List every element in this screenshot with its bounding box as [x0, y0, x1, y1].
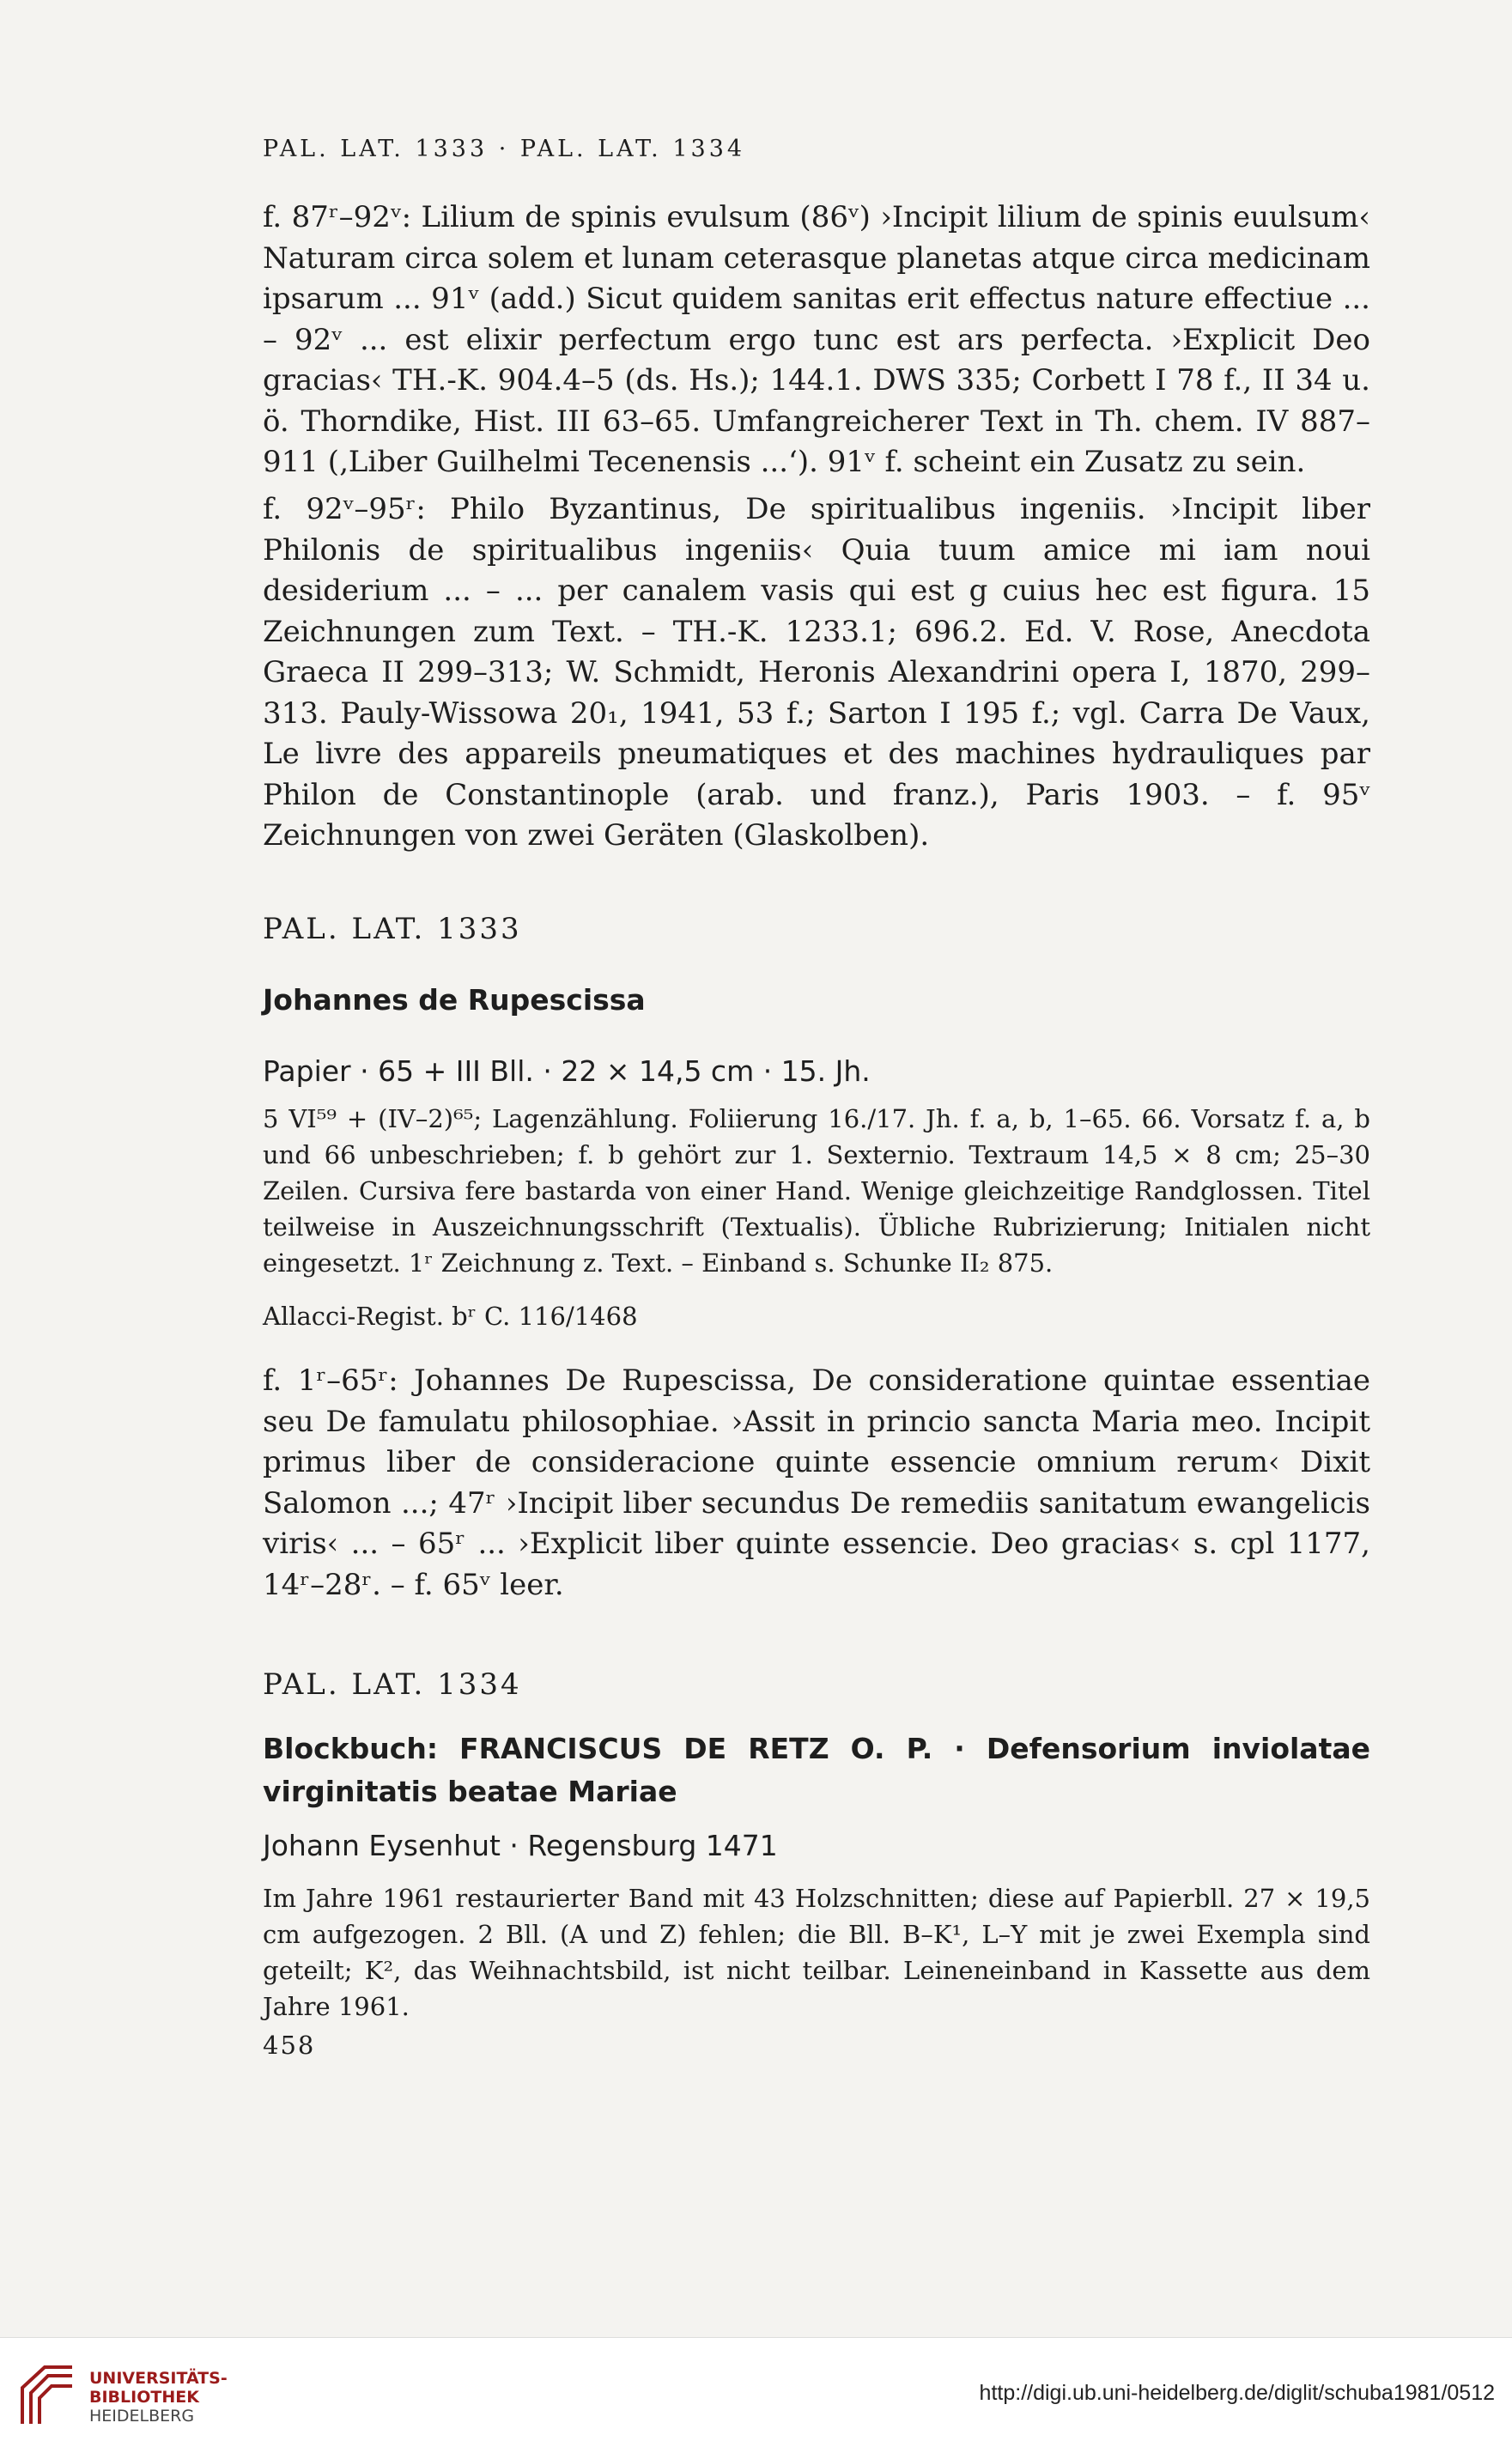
logo-line-1: UNIVERSITÄTS-: [89, 2369, 228, 2388]
footer-bar: [0, 2337, 1512, 2447]
author-heading-1333: Johannes de Rupescissa: [263, 983, 646, 1017]
allacci-register: Allacci-Regist. bʳ C. 116/1468: [263, 1302, 638, 1331]
running-head: PAL. LAT. 1333 · PAL. LAT. 1334: [263, 136, 746, 162]
codicological-description-1333: 5 VI⁵⁹ + (IV–2)⁶⁵; Lagenzählung. Foliierung 16./17. Jh. f. a, b, 1–65. 66. Vorsatz f. a, b und 66 unbeschrieben; f. b gehört zur 1. Sexternio. Textraum 14,5 × 8 cm; 25–30 Zeilen. Cursiva fere bastarda von einer Hand. Wenige gleichzeitige Randglossen. Titel teilweise in Auszeichnungsschrift (Textualis). Übliche Rubrizierung; Initialen nicht eingesetzt. 1ʳ Zeichnung z. Text. – Einband s. Schunke II₂ 875.: [263, 1104, 1370, 1278]
description-1334: Im Jahre 1961 restaurierter Band mit 43 Holzschnitten; diese auf Papierbll. 27 × 19,5 cm aufgezogen. 2 Bll. (A und Z) fehlen; die Bll. B–K¹, L–Y mit je zwei Exempla sind geteilt; K², das Weihnachtsbild, ist nicht teilbar. Leineneinband in Kassette aus dem Jahre 1961.: [263, 1884, 1370, 2021]
library-logo-icon: [19, 2362, 76, 2427]
content-rupescissa: f. 1ʳ–65ʳ: Johannes De Rupescissa, De consideratione quintae essentiae seu De famulatu philosophiae. ›Assit in princio sancta Maria meo. Incipit primus liber de consideracione quinte essencie omnium rerum‹ Dixit Salomon ...; 47ʳ ›Incipit liber secundus De remediis sanitatum ewangelicis viris‹ ... – 65ʳ ... ›Explicit liber quinte essencie. Deo gracias‹ s. cpl 1177, 14ʳ–28ʳ. – f. 65ᵛ leer.: [263, 1363, 1370, 1602]
logo-line-2: BIBLIOTHEK: [89, 2388, 199, 2407]
entry-lilium-de-spinis: f. 87ʳ–92ᵛ: Lilium de spinis evulsum (86ᵛ) ›Incipit lilium de spinis euulsum‹ Naturam circa solem et lunam ceterasque planetas atque circa medicinam ipsarum ... 91ᵛ (add.) Sicut quidem sanitas erit effectus nature effectiue ... – 92ᵛ ... est elixir perfectum ergo tunc est ars perfecta. ›Explicit Deo gracias‹ TH.-K. 904.4–5 (ds. Hs.); 144.1. DWS 335; Corbett I 78 f., II 34 u. ö. Thorndike, Hist. III 63–65. Umfangreicherer Text in Th. chem. IV 887–911 (‚Liber Guilhelmi Tecenensis ...‘). 91ᵛ f. scheint ein Zusatz zu sein.: [263, 200, 1370, 479]
signature-pal-lat-1334: PAL. LAT. 1334: [263, 1667, 522, 1702]
imprint-1334: Johann Eysenhut · Regensburg 1471: [263, 1829, 778, 1862]
logo-line-3: HEIDELBERG: [89, 2407, 195, 2426]
physical-description-1333: Papier · 65 + III Bll. · 22 × 14,5 cm · 15. Jh.: [263, 1054, 871, 1088]
entry-philo-byzantinus: f. 92ᵛ–95ʳ: Philo Byzantinus, De spiritualibus ingeniis. ›Incipit liber Philonis de spiritualibus ingeniis‹ Quia tuum amice mi iam noui desiderium ... – ... per canalem vasis qui est g cuius hec est figura. 15 Zeichnungen zum Text. – TH.-K. 1233.1; 696.2. Ed. V. Rose, Anecdota Graeca II 299–313; W. Schmidt, Heronis Alexandrini opera I, 1870, 299–313. Pauly-Wissowa 20₁, 1941, 53 f.; Sarton I 195 f.; vgl. Carra De Vaux, Le livre des appareils pneumatiques et des machines hydrauliques par Philon de Constantinople (arab. und franz.), Paris 1903. – f. 95ᵛ Zeichnungen von zwei Geräten (Glaskolben).: [263, 492, 1370, 853]
page-number: 458: [263, 2031, 316, 2060]
signature-pal-lat-1333: PAL. LAT. 1333: [263, 912, 522, 946]
library-logo-text: [89, 2369, 228, 2426]
title-heading-1334: Blockbuch: FRANCISCUS DE RETZ O. P. · Defensorium inviolatae virginitatis beatae Mariae: [263, 1732, 1370, 1808]
source-url-link[interactable]: http://digi.ub.uni-heidelberg.de/diglit/schuba1981/0512: [979, 2381, 1495, 2405]
